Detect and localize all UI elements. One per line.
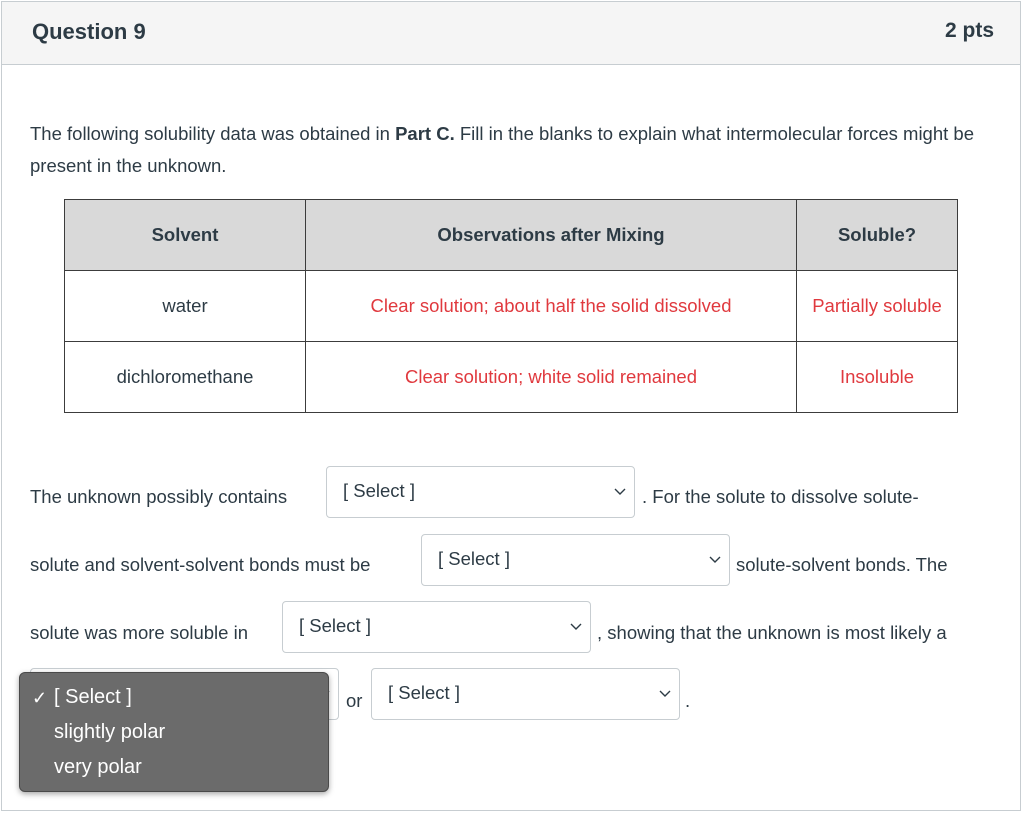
option-very-polar[interactable] (20, 750, 328, 784)
table-cell-observation: Clear solution; about half the solid dissolved (306, 271, 797, 342)
table-cell-solvent: water (65, 271, 306, 342)
intro-text-after: Fill in the blanks to explain what intermolecular forces might be present in the unknown. (30, 123, 974, 176)
option-label: very polar (54, 756, 142, 778)
sentence-1-before: The unknown possibly contains (30, 486, 288, 507)
select-3-value: [ Select ] (299, 615, 371, 636)
table-cell-observation: Clear solution; white solid remained (306, 342, 797, 413)
table-cell-soluble: Partially soluble (797, 271, 958, 342)
question-header (2, 2, 1020, 65)
table-header-observations: Observations after Mixing (306, 200, 797, 271)
sentence-4-end: . (685, 690, 691, 711)
select-dropdown-3[interactable] (282, 601, 591, 653)
table-row (65, 342, 958, 413)
select-dropdown-5[interactable] (371, 668, 680, 720)
sentence-3-before: solute was more soluble in (30, 622, 248, 643)
select-1-value: [ Select ] (343, 480, 415, 501)
table-header-solvent: Solvent (65, 200, 306, 271)
table-row (65, 271, 958, 342)
question-points: 2 pts (944, 19, 994, 42)
table-cell-solvent: dichloromethane (65, 342, 306, 413)
option-label: [ Select ] (54, 686, 132, 708)
select-dropdown-2[interactable] (421, 534, 730, 586)
intro-text-before: The following solubility data was obtained in (30, 123, 396, 144)
option-select[interactable] (20, 680, 328, 714)
question-title: Question 9 (32, 19, 146, 44)
intro-bold-part: Part C. (395, 123, 455, 144)
sentence-4-or: or (346, 690, 363, 711)
option-slightly-polar[interactable] (20, 715, 328, 749)
select-4-options-menu (19, 672, 329, 792)
select-2-value: [ Select ] (438, 548, 510, 569)
table-header-soluble: Soluble? (797, 200, 958, 271)
checkmark-icon: ✓ (32, 688, 48, 708)
solubility-table (64, 199, 958, 413)
table-header-row (65, 200, 958, 271)
sentence-1-after: . For the solute to dissolve solute- (642, 486, 919, 507)
table-cell-soluble: Insoluble (797, 342, 958, 413)
sentence-2-after: solute-solvent bonds. The (736, 554, 948, 575)
question-intro (30, 118, 980, 182)
option-label: slightly polar (54, 721, 166, 743)
chevron-down-icon (570, 620, 582, 632)
sentence-2-before: solute and solvent-solvent bonds must be (30, 554, 371, 575)
chevron-down-icon (614, 485, 626, 497)
chevron-down-icon (659, 687, 671, 699)
select-dropdown-1[interactable] (326, 466, 635, 518)
select-5-value: [ Select ] (388, 682, 460, 703)
sentence-3-after: , showing that the unknown is most likely a (597, 622, 947, 643)
chevron-down-icon (709, 553, 721, 565)
